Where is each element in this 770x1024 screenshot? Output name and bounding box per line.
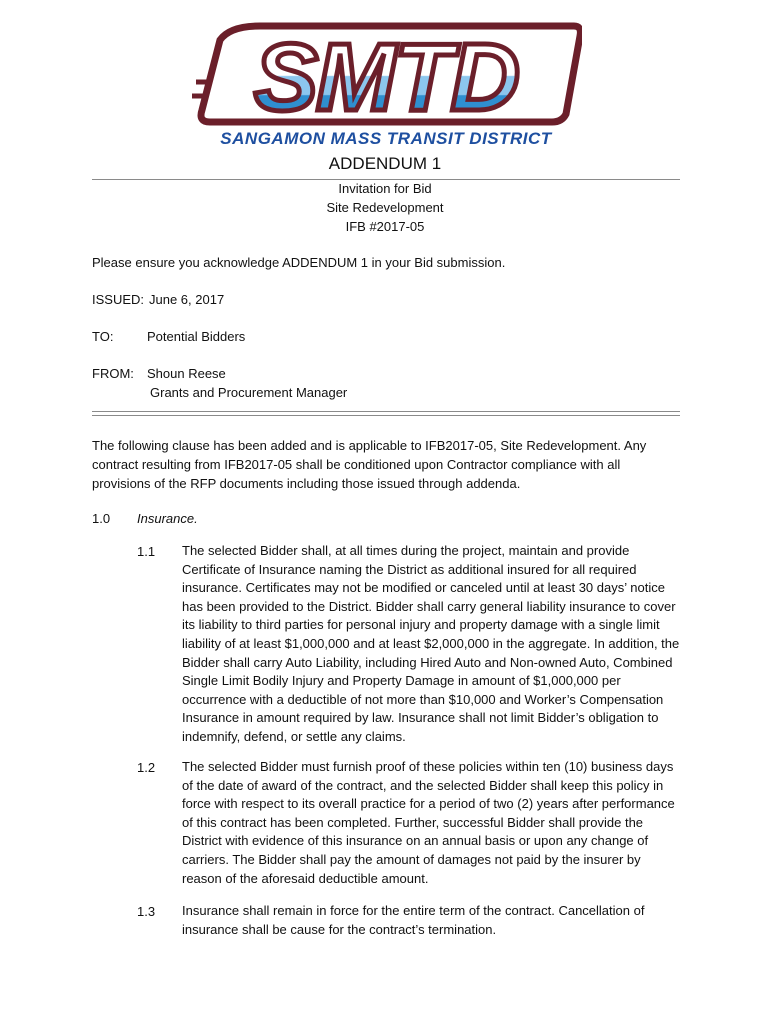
issued-label: ISSUED: <box>92 292 145 307</box>
logo-letters: SMTD <box>254 24 518 131</box>
smtd-logo <box>190 22 582 152</box>
section-title: Insurance. <box>137 511 198 526</box>
to-value: Potential Bidders <box>147 329 246 344</box>
header-line-3: IFB #2017-05 <box>345 219 425 234</box>
intro-paragraph: The following clause has been added and is applicable to IFB2017-05, Site Redevelopment. Any contract resulting from IFB2017-05 shall be conditioned upon Contractor compliance with all provisions of the RFP documents including those issued through addenda. <box>92 438 647 491</box>
clause-text: Insurance shall remain in force for the entire term of the contract. Cancellation of insurance shall be cause for the contract’s termination. <box>182 903 645 937</box>
clause-number: 1.3 <box>137 904 156 919</box>
clause-text: The selected Bidder must furnish proof of these policies within ten (10) business days of the date of award of the contract, and the selected Bidder shall keep this policy in force with respect to its overall practice for a period of two (2) years after performance of this contract has been completed. Further, successful Bidder shall provide the District with evidence of this insurance on an annual basis or upon any change of carriers. The Bidder shall pay the amount of damages not paid by the insurer by reason of the aforesaid deductible amount. <box>182 759 675 886</box>
title-rule <box>92 179 680 180</box>
clause-text: The selected Bidder shall, at all times during the project, maintain and provide Certificate of Insurance naming the District as additional insured for all required insurance. Certificates may not be modified or canceled until at least 30 days’ notice has been provided to the District. Bidder shall carry general liability insurance to cover its liability to third parties for personal injury and property damage with a single limit liability of at least $1,000,000 and at least $2,000,000 in the aggregate. In addition, the Bidder shall carry Auto Liability, including Hired Auto and Non-owned Auto, Combined Single Limit Bodily Injury and Property Damage in amount of $1,000,000 per occurrence with a deductible of not more than $10,000 and Worker’s Compensation Insurance in amount required by law. Insurance shall not limit Bidder’s obligation to indemnify, defend, or settle any claims. <box>182 543 680 744</box>
acknowledge-note: Please ensure you acknowledge ADDENDUM 1 in your Bid submission. <box>92 255 506 270</box>
page-title: ADDENDUM 1 <box>328 154 442 173</box>
issued-value: June 6, 2017 <box>149 292 225 307</box>
clause-number: 1.1 <box>137 544 156 559</box>
header-line-2: Site Redevelopment <box>326 200 444 215</box>
from-label: FROM: <box>92 366 134 381</box>
to-label: TO: <box>92 329 114 344</box>
from-title: Grants and Procurement Manager <box>150 385 348 400</box>
section-number: 1.0 <box>92 511 111 526</box>
from-name: Shoun Reese <box>147 366 226 381</box>
section-divider <box>92 411 680 416</box>
logo-subtitle: SANGAMON MASS TRANSIT DISTRICT <box>220 129 552 148</box>
clause-number: 1.2 <box>137 760 156 775</box>
header-line-1: Invitation for Bid <box>338 181 432 196</box>
